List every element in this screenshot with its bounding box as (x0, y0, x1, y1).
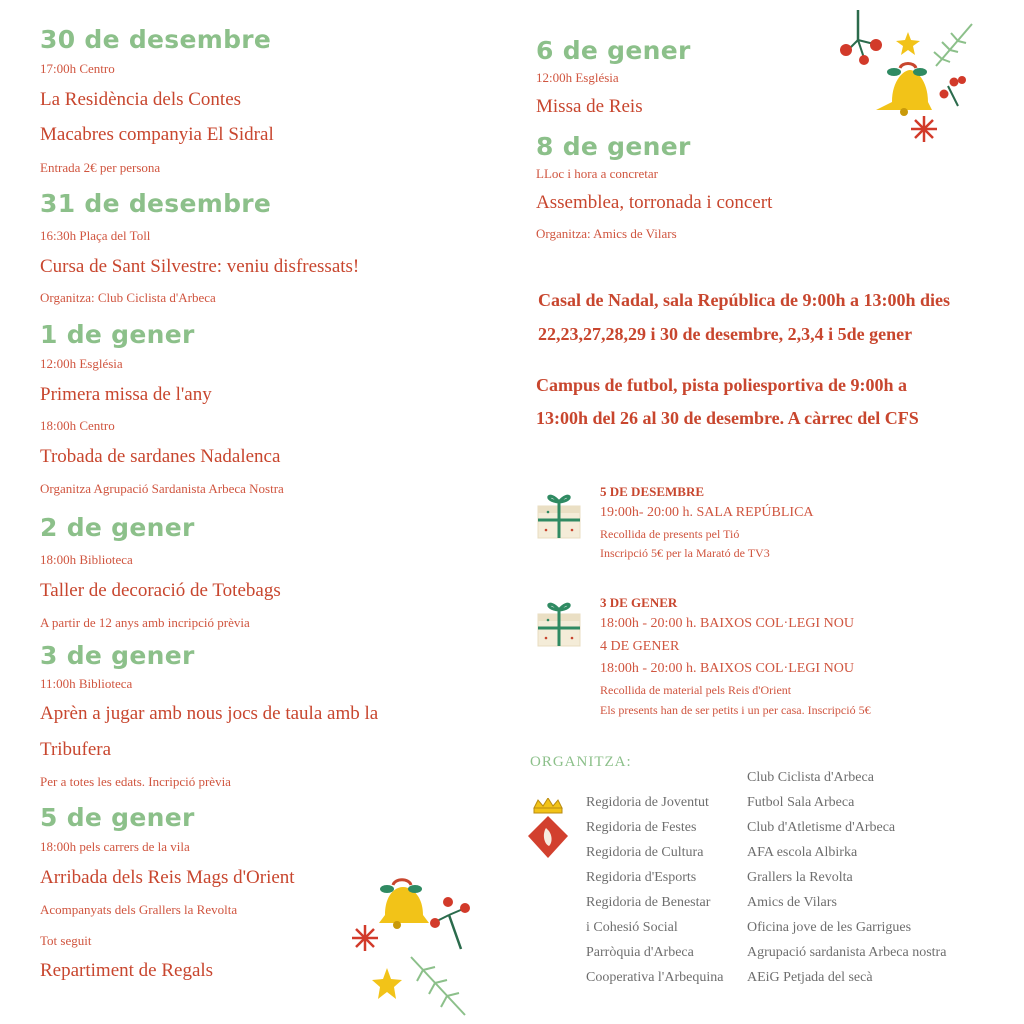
event-time: 17:00h Centro (40, 61, 115, 76)
date-heading-5-gener: 5 de gener (40, 803, 195, 832)
organitza-item: Cooperativa l'Arbequina (586, 970, 724, 985)
event-note: Organitza Agrupació Sardanista Arbeca Nostra (40, 481, 284, 496)
event-time: 18:00h Biblioteca (40, 552, 133, 567)
pine-branch-icon (934, 24, 972, 66)
date-heading-3-gener: 3 de gener (40, 641, 195, 670)
christmas-decoration-bottom (345, 875, 485, 1020)
event-time: 12:00h Església (536, 70, 619, 85)
gift-note: Recollida de presents pel Tió (600, 527, 740, 541)
gift-date: 5 DE DESEMBRE (600, 484, 705, 499)
event-title: Taller de decoració de Totebags (40, 580, 281, 601)
event-title: Aprèn a jugar amb nous jocs de taula amb la (40, 703, 379, 724)
event-title: La Residència dels Contes (40, 89, 242, 110)
town-coat-of-arms-icon (526, 798, 570, 862)
event-title: Missa de Reis (536, 96, 643, 117)
berry-sprig-icon (840, 10, 882, 65)
gift-icon (534, 484, 584, 542)
organitza-list-1 (586, 790, 723, 990)
event-note: Per a totes les edats. Incripció prèvia (40, 774, 231, 789)
gift-time: 18:00h - 20:00 h. BAIXOS COL·LEGI NOU (600, 616, 854, 631)
gift-note: Recollida de material pels Reis d'Orient (600, 683, 792, 697)
event-note: Organitza: Amics de Vilars (536, 226, 677, 241)
organitza-item: Club Ciclista d'Arbeca (747, 770, 874, 785)
date-heading-31-desembre: 31 de desembre (40, 189, 272, 218)
organitza-item: Parròquia d'Arbeca (586, 945, 694, 960)
event-title: Assemblea, torronada i concert (536, 192, 773, 213)
organitza-title: ORGANITZA: (530, 754, 632, 770)
organitza-item: Club d'Atletisme d'Arbeca (747, 820, 896, 835)
event-note: Organitza: Club Ciclista d'Arbeca (40, 290, 216, 305)
organitza-item: AEiG Petjada del secà (747, 970, 873, 985)
event-note: Tot seguit (40, 933, 92, 948)
organitza-item: Futbol Sala Arbeca (747, 795, 855, 810)
organitza-list-2 (747, 765, 946, 990)
organitza-item: Oficina jove de les Garrigues (747, 920, 912, 935)
organitza-item: Regidoria d'Esports (586, 870, 697, 885)
organitza-item: Regidoria de Joventut (586, 795, 709, 810)
event-note: Entrada 2€ per persona (40, 160, 161, 175)
gift-note: Els presents han de ser petits i un per casa. Inscripció 5€ (600, 703, 871, 717)
pine-branch-icon (411, 957, 465, 1015)
gift-date: 4 DE GENER (600, 639, 680, 654)
berry-sprig-icon (940, 76, 967, 106)
event-time: 11:00h Biblioteca (40, 676, 133, 691)
organitza-item: Regidoria de Benestar (586, 895, 711, 910)
snowflake-icon (911, 116, 937, 142)
date-heading-1-gener: 1 de gener (40, 320, 195, 349)
event-title: Arribada dels Reis Mags d'Orient (40, 867, 295, 888)
event-time: LLoc i hora a concretar (536, 166, 658, 181)
organitza-item: i Cohesió Social (586, 920, 678, 935)
star-icon (896, 32, 920, 55)
snowflake-icon (352, 925, 378, 951)
organitza-item: Amics de Vilars (747, 895, 837, 910)
organitza-item: Agrupació sardanista Arbeca nostra (747, 945, 947, 960)
date-heading-6-gener: 6 de gener (536, 36, 691, 65)
date-heading-30-desembre: 30 de desembre (40, 25, 272, 54)
event-time: 16:30h Plaça del Toll (40, 228, 151, 243)
event-title: Primera missa de l'any (40, 384, 212, 405)
organitza-item: Regidoria de Cultura (586, 845, 704, 860)
organitza-item: AFA escola Albirka (747, 845, 858, 860)
gift-time: 18:00h - 20:00 h. BAIXOS COL·LEGI NOU (600, 661, 854, 676)
gift-icon (534, 592, 584, 650)
gift-time: 19:00h- 20:00 h. SALA REPÚBLICA (600, 505, 814, 520)
event-title: Repartiment de Regals (40, 960, 214, 981)
event-title: Macabres companyia El Sidral (40, 124, 274, 145)
event-title: Tribufera (40, 739, 112, 760)
event-time: 12:00h Església (40, 356, 123, 371)
event-time: 18:00h pels carrers de la vila (40, 839, 190, 854)
christmas-decoration-top (836, 10, 986, 145)
event-note: Acompanyats dels Grallers la Revolta (40, 902, 238, 917)
event-title: Trobada de sardanes Nadalenca (40, 446, 281, 467)
campus-info-line: 13:00h del 26 al 30 de desembre. A càrrec del CFS (536, 408, 919, 428)
event-title: Cursa de Sant Silvestre: veniu disfressats! (40, 256, 360, 277)
gift-date: 3 DE GENER (600, 595, 678, 610)
campus-info-line: Campus de futbol, pista poliesportiva de 9:00h a (536, 375, 908, 395)
bell-icon (379, 880, 429, 929)
organitza-item: Grallers la Revolta (747, 870, 853, 885)
casal-info-line: Casal de Nadal, sala República de 9:00h a 13:00h dies (538, 290, 951, 310)
gift-note: Inscripció 5€ per la Marató de TV3 (600, 546, 770, 560)
organitza-item: Regidoria de Festes (586, 820, 697, 835)
casal-info-line: 22,23,27,28,29 i 30 de desembre, 2,3,4 i 5de gener (538, 324, 913, 344)
berry-sprig-icon (430, 897, 470, 949)
date-heading-2-gener: 2 de gener (40, 513, 195, 542)
bell-icon (876, 64, 932, 117)
star-icon (372, 968, 402, 999)
event-note: A partir de 12 anys amb incripció prèvia (40, 615, 250, 630)
event-time: 18:00h Centro (40, 418, 115, 433)
date-heading-8-gener: 8 de gener (536, 132, 691, 161)
